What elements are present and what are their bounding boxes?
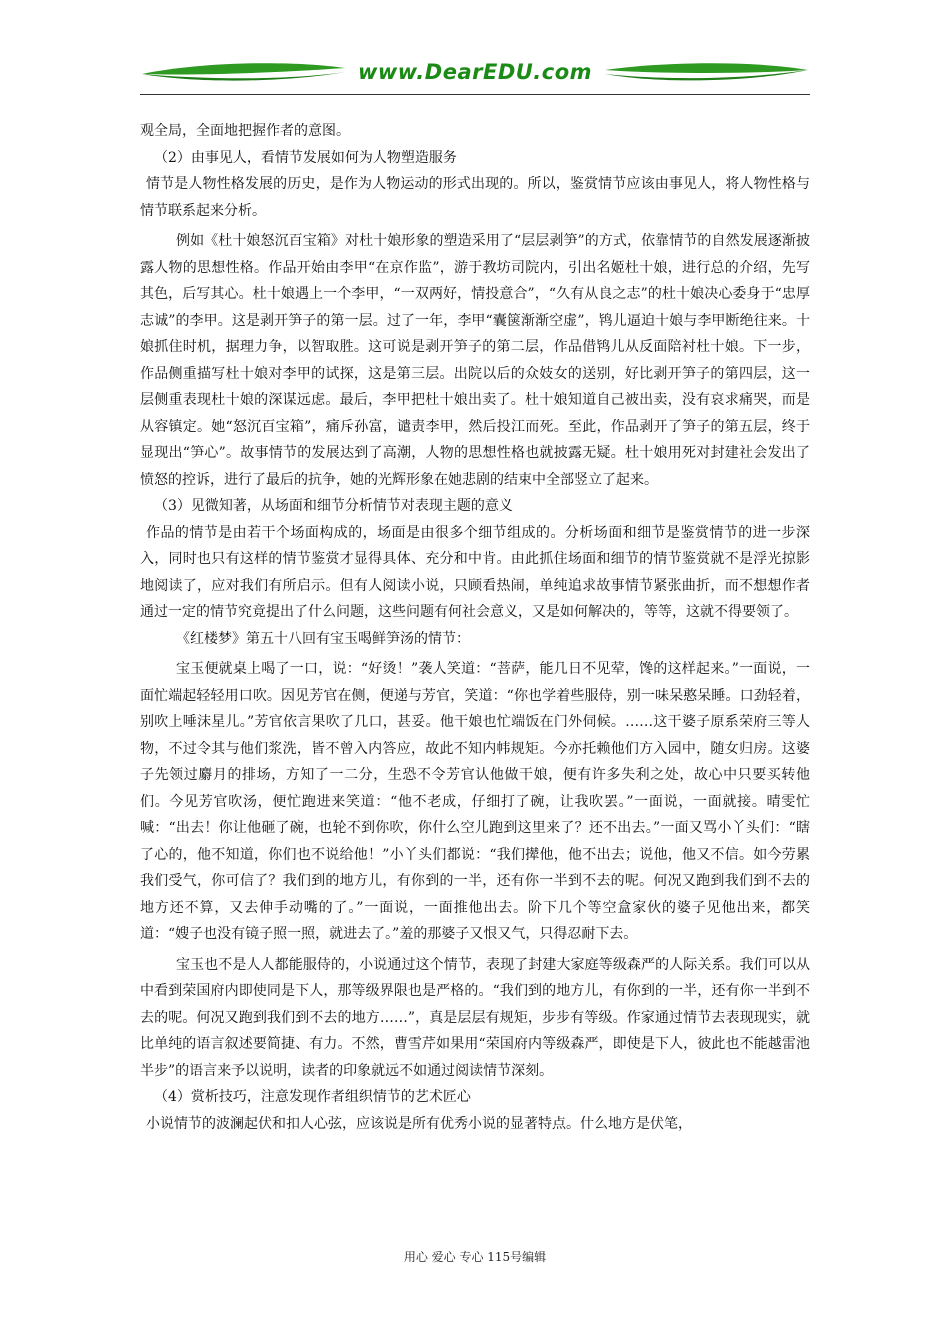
header-divider bbox=[140, 94, 810, 95]
paragraph: 情节是人物性格发展的历史，是作为人物运动的形式出现的。所以，鉴赏情节应该由事见人，将人物性格与情节联系起来分析。 bbox=[140, 176, 810, 219]
header-banner bbox=[140, 58, 810, 92]
section-heading: （2）由事见人，看情节发展如何为人物塑造服务 bbox=[154, 149, 457, 166]
paragraph: 《红楼梦》第五十八回有宝玉喝鲜笋汤的情节： bbox=[176, 630, 470, 647]
quoted-passage: 宝玉便就桌上喝了一口，说：“好烫！”袭人笑道：“菩萨，能几日不见荤，馋的这样起来。”一面说，一面忙端起轻轻用口吹。因见芳官在侧，便递与芳官，笑道：“你也学着些服侍，别一味呆憨呆睡。口劲轻着，别吹上唾沫星儿。”芳官依言果吹了几口，甚妥。他干娘也忙端饭在门外伺候。……这干婆子原系荣府三等人物，不过令其与他们浆洗，皆不曾入内答应，故此不知内帏规矩。今亦托赖他们方入园中，随女归房。这婆子先领过麝月的排场，方知了一二分，生恐不令芳官认他做干娘，便有许多失利之处，故心中只要买转他们。今见芳官吹汤，便忙跑进来笑道：“他不老成，仔细打了碗，让我吹罢。”一面说，一面就接。晴雯忙喊：“出去！你让他砸了碗，也轮不到你吹，你什么空儿跑到这里来了？还不出去。”一面又骂小丫头们：“瞎了心的，他不知道，你们也不说给他！”小丫头们都说：“我们撵他，他不出去；说他，他又不信。如今劳累我们受气，你可信了？我们到的地方儿，有你到的一半，还有你一半到不去的呢。何况又跑到我们到不去的地方还不算，又去伸手动嘴的了。”一面说，一面推他出去。阶下几个等空盒家伙的婆子见他出来，都笑道：“嫂子也没有镜子照一照，就进去了。”羞的那婆子又恨又气，只得忍耐下去。 bbox=[140, 661, 810, 942]
document-body bbox=[140, 118, 810, 1137]
paragraph: 观全局，全面地把握作者的意图。 bbox=[140, 123, 350, 139]
paragraph: 例如《杜十娘怒沉百宝箱》对杜十娘形象的塑造采用了“层层剥笋”的方式，依靠情节的自然发展逐渐披露人物的思想性格。作品开始由李甲“在京作监”，游于教坊司院内，引出名姬杜十娘，进行总的介绍，先写其色，后写其心。杜十娘遇上一个李甲，“一双两好，情投意合”，“久有从良之志”的杜十娘决心委身于“忠厚志诚”的李甲。这是剥开笋子的第一层。过了一年，李甲“囊箧渐渐空虚”，鸨儿逼迫十娘与李甲断绝往来。十娘抓住时机，据理力争，以智取胜。这可说是剥开笋子的第二层，作品借鸨儿从反面陪衬杜十娘。下一步，作品侧重描写杜十娘对李甲的试探，这是第三层。出院以后的众妓女的送别，好比剥开笋子的第四层，这一层侧重表现杜十娘的深谋远虑。最后，李甲把杜十娘出卖了。杜十娘知道自己被出卖，没有哀求痛哭，而是从容镇定。她“怒沉百宝箱”，痛斥孙富，谴责李甲，然后投江而死。至此，作品剥开了笋子的第五层，终于显现出“笋心”。故事情节的发展达到了高潮，人物的思想性格也就披露无疑。杜十娘用死对封建社会发出了愤怒的控诉，进行了最后的抗争，她的光辉形象在她悲剧的结束中全部竖立了起来。 bbox=[140, 233, 810, 488]
page-footer: 用心 爱心 专心 115号编辑 bbox=[403, 1250, 547, 1264]
paragraph: 作品的情节是由若干个场面构成的，场面是由很多个细节组成的。分析场面和细节是鉴赏情节的进一步深入，同时也只有这样的情节鉴赏才显得具体、充分和中肯。由此抓住场面和细节的情节鉴赏就不是浮光掠影地阅读了，应对我们有所启示。但有人阅读小说，只顾看热闹，单纯追求故事情节紧张曲折，而不想想作者通过一定的情节究竟提出了什么问题，这些问题有何社会意义，又是如何解决的，等等，这就不得要领了。 bbox=[140, 524, 810, 620]
paragraph: 宝玉也不是人人都能服侍的，小说通过这个情节，表现了封建大家庭等级森严的人际关系。我们可以从中看到荣国府内即使同是下人，那等级界限也是严格的。“我们到的地方儿，有你到的一半，还有你一半到不去的呢。何况又跑到我们到不去的地方……”，真是层层有规矩，步步有等级。作家通过情节去表现现实，就比单纯的语言叙述要简捷、有力。不然，曹雪芹如果用“荣国府内等级森严，即使是下人，彼此也不能越雷池半步”的语言来予以说明，读者的印象就远不如通过阅读情节深刻。 bbox=[140, 956, 810, 1079]
section-heading: （4）赏析技巧，注意发现作者组织情节的艺术匠心 bbox=[154, 1089, 471, 1105]
section-heading: （3）见微知著，从场面和细节分析情节对表现主题的意义 bbox=[154, 498, 513, 514]
site-url: www.DearEDU.com bbox=[357, 60, 593, 84]
paragraph: 小说情节的波澜起伏和扣人心弦，应该说是所有优秀小说的显著特点。什么地方是伏笔， bbox=[146, 1115, 692, 1132]
